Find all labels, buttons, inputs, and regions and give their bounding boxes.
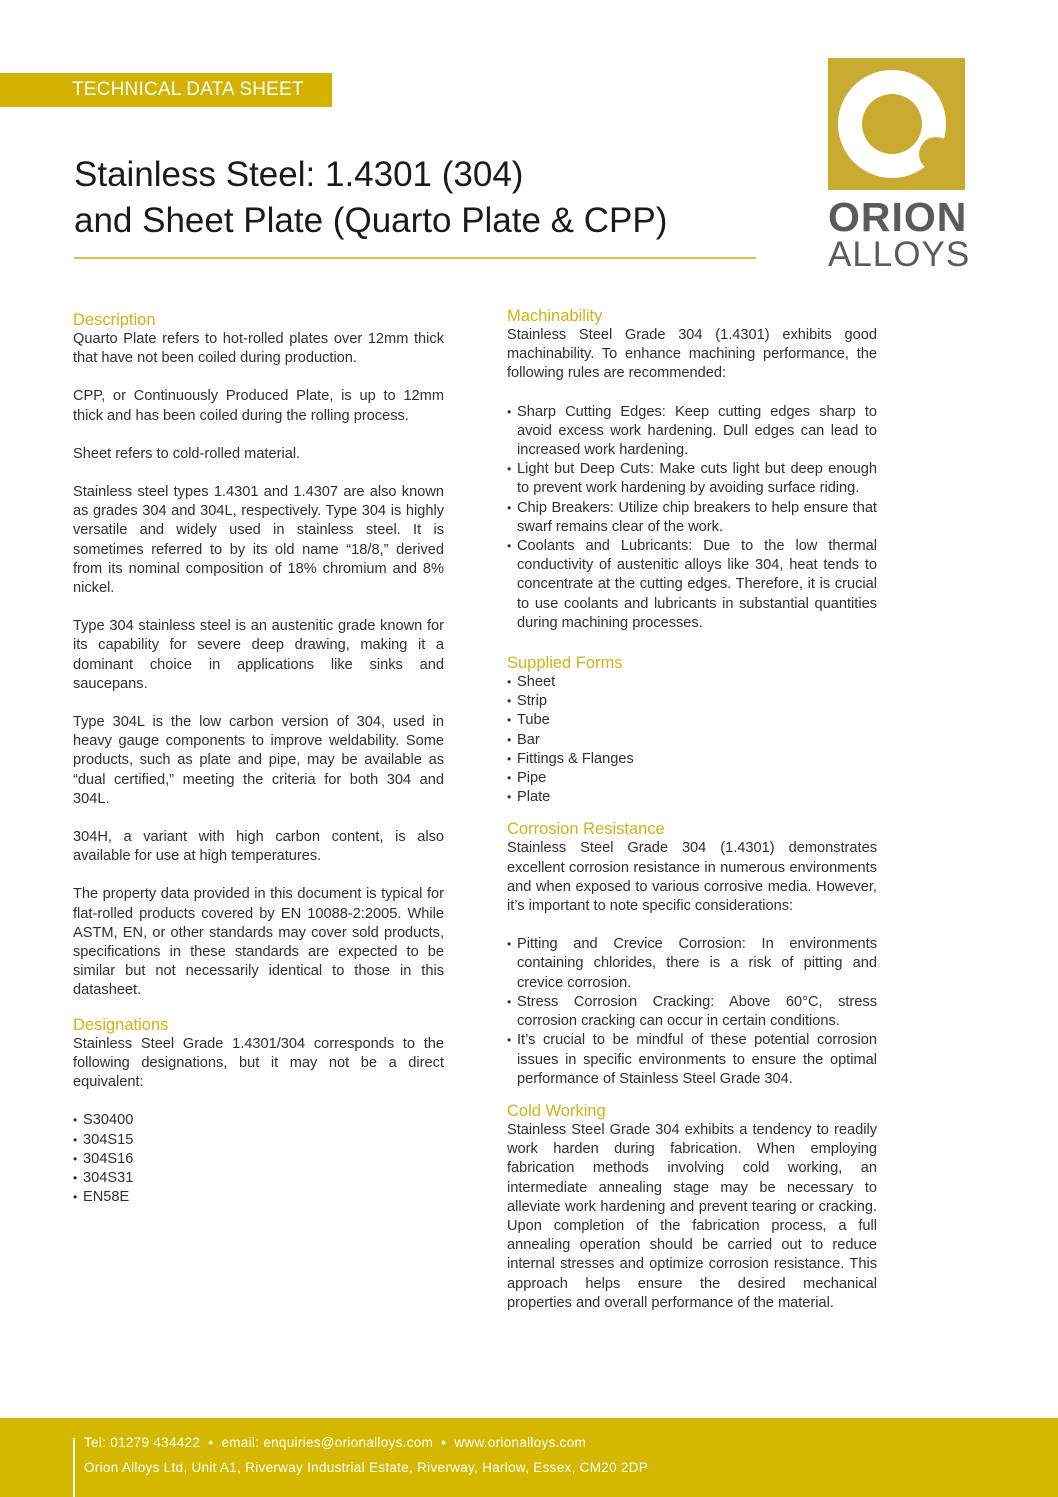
page-title [74, 152, 667, 244]
list-item: • Strip [507, 692, 877, 711]
list-item: • Tube [507, 711, 877, 730]
list-item: • Bar [507, 731, 877, 750]
footer-divider [73, 1438, 75, 1497]
list-item: • Sharp Cutting Edges: Keep cutting edges sharp to avoid excess work hardening. Dull edges can lead to increased work hardening. [507, 403, 877, 461]
description-paragraph: Quarto Plate refers to hot-rolled plates over 12mm thick that have not been coiled during production. [73, 331, 444, 367]
footer-separator: • [208, 1435, 214, 1450]
designations-intro: Stainless Steel Grade 1.4301/304 corresponds to the following designations, but it may not be a direct equivalent: [73, 1035, 444, 1091]
footer-contact-line [84, 1435, 586, 1450]
list-item: • S30400 [73, 1111, 444, 1130]
list-item: • 304S16 [73, 1150, 444, 1169]
orion-alloys-logo [828, 58, 971, 274]
footer-separator: • [441, 1435, 447, 1450]
footer-email-link[interactable]: email: enquiries@orionalloys.com [221, 1435, 434, 1450]
list-item: • EN58E [73, 1188, 444, 1207]
logo-word-alloys: ALLOYS [828, 235, 971, 274]
corrosion-list [507, 935, 877, 1089]
left-column [73, 310, 444, 1221]
list-item: • Fittings & Flanges [507, 750, 877, 769]
description-section [73, 310, 444, 1001]
document-type-label: TECHNICAL DATA SHEET [72, 79, 304, 100]
title-divider [74, 257, 756, 259]
corrosion-intro: Stainless Steel Grade 304 (1.4301) demonstrates excellent corrosion resistance in numerous environments and when exposed to various corrosive media. However, it’s important to note specific considerations: [507, 840, 877, 915]
footer-address: Orion Alloys Ltd, Unit A1, Riverway Industrial Estate, Riverway, Harlow, Essex, CM20 2DP [84, 1460, 649, 1475]
designations-section [73, 1015, 444, 1208]
description-paragraph: Stainless steel types 1.4301 and 1.4307 are also known as grades 304 and 304L, respectively. Type 304 is highly versatile and widely used in stainless steel. It is sometimes referred to by its old name “18/8,” derived from its nominal composition of 18% chromium and 8% nickel. [73, 484, 444, 597]
title-bold: Stainless Steel: [74, 155, 316, 194]
corrosion-resistance-section [507, 819, 877, 1088]
list-item: • Chip Breakers: Utilize chip breakers to help ensure that swarf remains clear of the work. [507, 499, 877, 537]
description-paragraph: Type 304L is the low carbon version of 304, used in heavy gauge components to improve weldability. Some products, such as plate and pipe, may be available as “dual certified,” meeting the criteria for both 304 and 304L. [73, 714, 444, 807]
description-paragraph: Sheet refers to cold-rolled material. [73, 445, 301, 462]
logo-q-icon [828, 58, 965, 190]
description-paragraph: The property data provided in this document is typical for flat-rolled products covered by EN 10088-2:2005. While ASTM, EN, or other standards may cover sold products, specifications in these standards are expected to be similar but not necessarily identical to those in this datasheet. [73, 886, 444, 999]
footer-website-link[interactable]: www.orionalloys.com [454, 1435, 587, 1450]
document-type-banner [0, 73, 332, 107]
designations-heading: Designations [73, 1015, 169, 1034]
list-item: • Light but Deep Cuts: Make cuts light but deep enough to prevent work hardening by avoiding surface riding. [507, 460, 877, 498]
cold-working-section [507, 1101, 877, 1313]
description-paragraph: Type 304 stainless steel is an austenitic grade known for its capability for severe deep drawing, making it a dominant choice in applications like sinks and saucepans. [73, 618, 444, 692]
right-column [507, 306, 877, 1332]
machinability-section [507, 306, 877, 633]
list-item: • Coolants and Lubricants: Due to the low thermal conductivity of austenitic alloys like 304, heat tends to concentrate at the cutting edges. Therefore, it is crucial to use coolants and lubricants in substantial quantities during machining processes. [507, 537, 877, 633]
corrosion-heading: Corrosion Resistance [507, 820, 665, 839]
description-paragraph: CPP, or Continuously Produced Plate, is up to 12mm thick and has been coiled during the rolling process. [73, 388, 444, 424]
title-grade: 1.4301 (304) [315, 155, 524, 194]
list-item: • 304S31 [73, 1169, 444, 1188]
footer [0, 1418, 1058, 1497]
cold-working-heading: Cold Working [507, 1101, 606, 1120]
machinability-heading: Machinability [507, 307, 603, 325]
list-item: • Sheet [507, 673, 877, 692]
machinability-intro: Stainless Steel Grade 304 (1.4301) exhibits good machinability. To enhance machining performance, the following rules are recommended: [507, 327, 877, 382]
list-item: • Plate [507, 788, 877, 807]
supplied-forms-list [507, 673, 877, 807]
title-line2: and Sheet Plate (Quarto Plate & CPP) [74, 201, 668, 240]
supplied-forms-section [507, 653, 877, 807]
footer-phone: Tel: 01279 434422 [84, 1435, 201, 1450]
supplied-forms-heading: Supplied Forms [507, 654, 623, 673]
list-item: • 304S15 [73, 1131, 444, 1150]
description-paragraph: 304H, a variant with high carbon content, is also available for use at high temperatures. [73, 829, 444, 865]
list-item: • Pipe [507, 769, 877, 788]
designations-list [73, 1111, 444, 1207]
cold-working-text: Stainless Steel Grade 304 exhibits a tendency to readily work harden during fabrication. When employing fabrication methods involving cold working, an intermediate annealing stage may be necessary to alleviate work hardening and prevent tearing or cracking. Upon completion of the fabrication process, a full annealing operation should be carried out to reduce internal stresses and optimize corrosion resistance. This approach helps ensure the desired mechanical properties and overall performance of the material. [507, 1121, 877, 1311]
description-heading: Description [73, 311, 156, 329]
list-item: • It’s crucial to be mindful of these potential corrosion issues in specific environments to ensure the optimal performance of Stainless Steel Grade 304. [507, 1031, 877, 1089]
list-item: • Stress Corrosion Cracking: Above 60°C, stress corrosion cracking can occur in certain conditions. [507, 993, 877, 1031]
logo-word-orion: ORION [828, 194, 968, 240]
machinability-list [507, 403, 877, 633]
list-item: • Pitting and Crevice Corrosion: In environments containing chlorides, there is a risk of pitting and crevice corrosion. [507, 935, 877, 993]
